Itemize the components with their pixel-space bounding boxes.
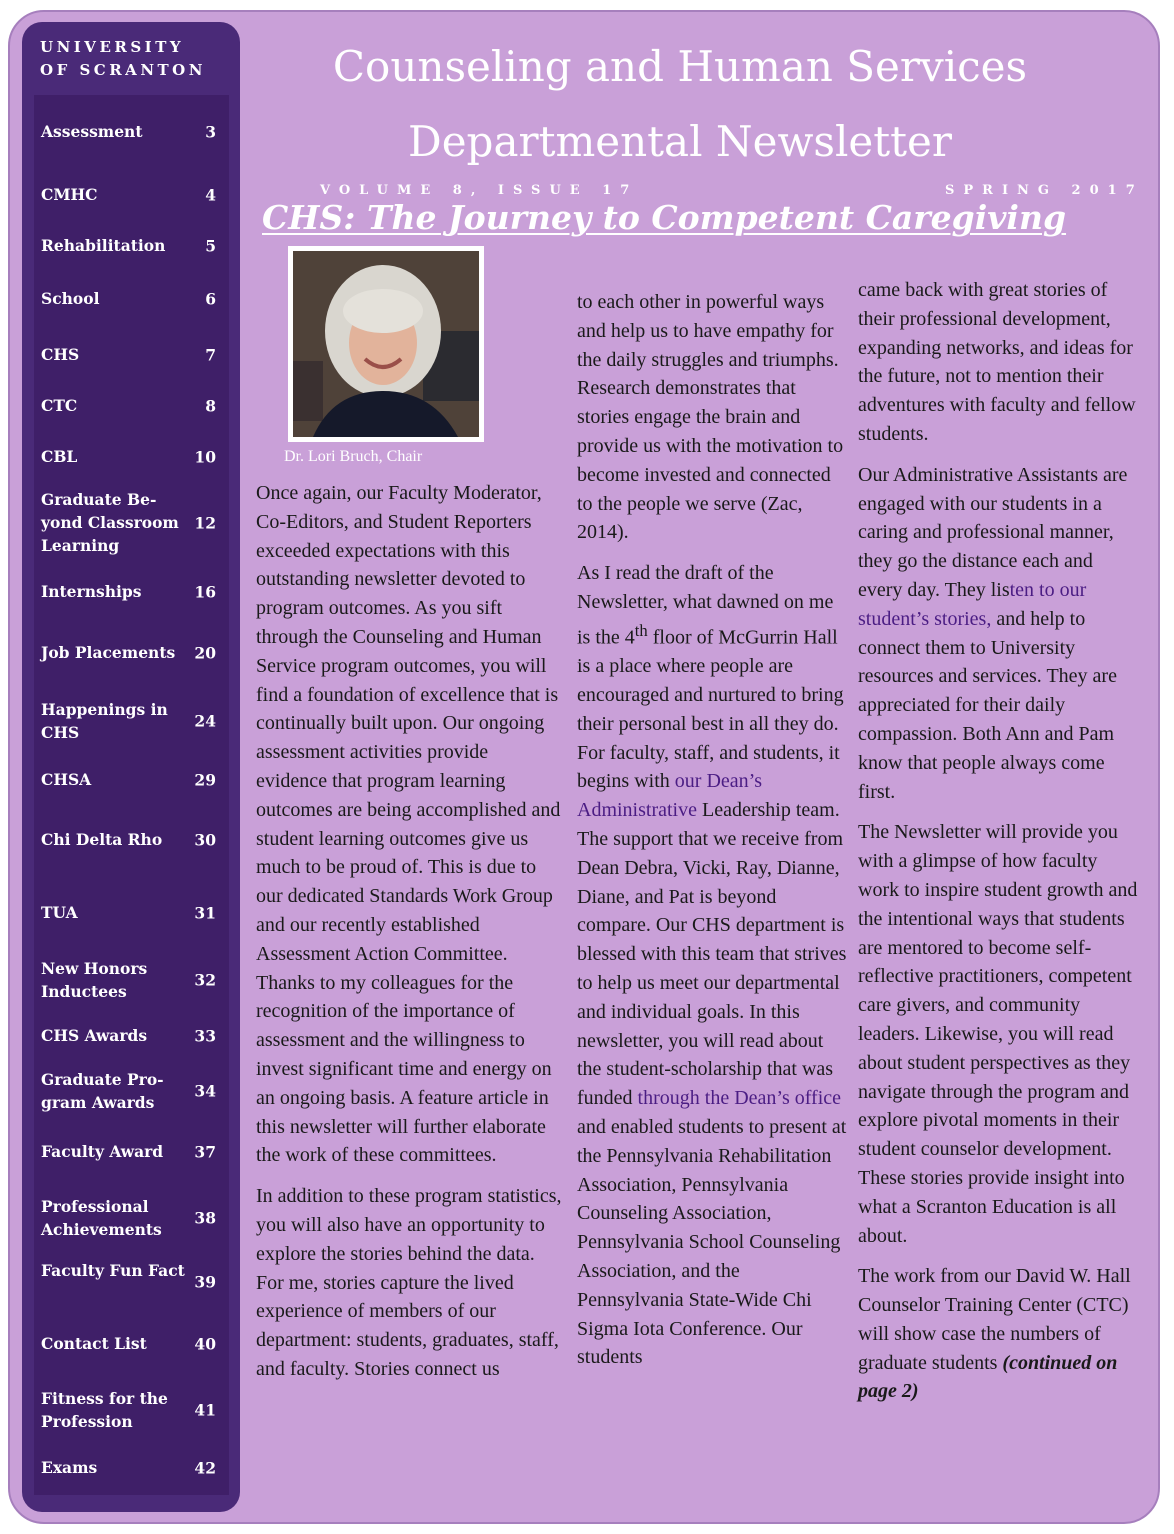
volume-issue: VOLUME 8, ISSUE 17 — [320, 183, 639, 198]
toc-item-chs-awards[interactable] — [41, 1024, 231, 1047]
org-line-1: UNIVERSITY — [40, 38, 185, 56]
toc-label: CBL — [41, 447, 78, 466]
toc-page: 10 — [194, 447, 216, 466]
toc-item-job-placements[interactable] — [41, 641, 231, 664]
toc-label: Graduate Be-yond Classroom Learning — [41, 490, 179, 555]
continued-link[interactable]: (continued on page 2) — [858, 1351, 1118, 1403]
text-run: The work from our David W. Hall Counselor Training Center (CTC) will show case the numbers of graduate students — [858, 1265, 1131, 1374]
toc-label: Internships — [41, 582, 142, 601]
toc-label: Graduate Pro-gram Awards — [41, 1070, 164, 1112]
article-column-1 — [256, 479, 564, 1396]
paragraph: In addition to these program statistics, you will also have an opportunity to explore the stories behind the data. For me, stories capture the lived experience of members of our department: students, graduates, staff, and faculty. Stories connect us — [256, 1185, 562, 1380]
toc-label: CMHC — [41, 185, 98, 204]
toc-item-chs[interactable] — [41, 343, 231, 366]
toc-item-graduate-beyond-classroom[interactable] — [41, 488, 231, 557]
chair-photo — [288, 246, 484, 442]
superscript: th — [634, 620, 648, 640]
toc-page: 8 — [205, 396, 216, 415]
toc-item-cbl[interactable] — [41, 445, 231, 468]
text-run: Our Administrative Assistants are engaged with our students in a caring and professional manner, they go the distance each and every day. They lis — [858, 463, 1128, 601]
toc-label: Rehabilitation — [41, 236, 166, 255]
toc-page: 24 — [194, 711, 216, 731]
newsletter-title-line-1: Counseling and Human Services — [332, 42, 1028, 91]
toc-page: 38 — [194, 1208, 216, 1228]
season: SPRING 2017 — [945, 183, 1144, 198]
org-line-2: OF SCRANTON — [40, 61, 206, 79]
paragraph: came back with great stories of their professional development, expanding networks, and ideas for the future, not to mention their adventures with faculty and fellow students. — [858, 279, 1136, 445]
toc-item-exams[interactable] — [41, 1456, 231, 1479]
paragraph — [577, 559, 847, 1372]
toc-label: Happenings in CHS — [41, 700, 168, 742]
toc-page: 6 — [205, 289, 216, 308]
paragraph: Once again, our Faculty Moderator, Co-Editors, and Student Reporters exceeded expectations with this outstanding newsletter devoted to program outcomes. As you sift through the Counseling and Human Service program outcomes, you will find a foundation of excellence that is continually built upon. Our ongoing assessment activities provide evidence that program learning outcomes are being accomplished and student learning outcomes give us much to be proud of. This is due to our dedicated Standards Work Group and our recently established Assessment Action Committee. Thanks to my colleagues for the recognition of the importance of assessment and the willingness to invest significant time and energy on an ongoing basis. A feature article in this newsletter will further elaborate the work of these committees. — [256, 482, 561, 1167]
toc-label: Fitness for the Profession — [41, 1389, 168, 1431]
text-run: As I read the draft of the Newsletter, what dawned on me is the 4 — [577, 562, 834, 649]
toc-label: CTC — [41, 396, 78, 415]
toc-page: 34 — [194, 1081, 216, 1101]
toc-page: 39 — [194, 1272, 216, 1292]
toc-page: 4 — [205, 185, 216, 204]
text-run: and enabled students to present at the Pennsylvania Rehabilitation Association, Pennsylvania Counseling Association, Pennsylvania School Counseling Association, and the Pennsylvania State-Wide Chi Sigma Iota Conference. Our students — [577, 1115, 847, 1369]
toc-item-cmhc[interactable] — [41, 183, 231, 206]
toc-label: Assessment — [41, 122, 143, 141]
toc-label: TUA — [41, 903, 78, 922]
toc-label: Contact List — [41, 1334, 147, 1353]
toc-label: CHSA — [41, 770, 92, 789]
text-run: Leadership team. The support that we receive from Dean Debra, Vicki, Ray, Dianne, Diane, and Pat is beyond compare. Our CHS department is blessed with this team that strives to help us meet our departmental and individual goals. In this newsletter, you will read about the student-scholarship that was funded — [577, 799, 847, 1110]
toc-page: 37 — [194, 1142, 216, 1161]
toc-page: 12 — [194, 513, 216, 532]
toc-page: 16 — [194, 582, 216, 601]
toc-label: CHS — [41, 345, 80, 364]
toc-page: 7 — [205, 345, 216, 364]
toc-item-happenings[interactable] — [41, 698, 231, 744]
toc-page: 31 — [194, 903, 216, 922]
toc-item-school[interactable] — [41, 287, 231, 310]
toc-item-chsa[interactable] — [41, 768, 231, 791]
toc-item-professional-achievements[interactable] — [41, 1195, 231, 1241]
toc-item-contact-list[interactable] — [41, 1332, 231, 1355]
toc-item-fitness[interactable] — [41, 1387, 231, 1433]
toc-label: Professional Achievements — [41, 1197, 162, 1239]
newsletter-title-line-2: Departmental Newsletter — [408, 117, 952, 166]
article-headline: CHS: The Journey to Competent Caregiving — [262, 198, 1067, 237]
toc-page: 40 — [194, 1334, 216, 1353]
toc-page: 33 — [194, 1026, 216, 1045]
article-column-3 — [858, 276, 1142, 1418]
toc-label: Faculty Award — [41, 1142, 164, 1161]
highlighted-text: through the Dean’s office — [637, 1087, 842, 1110]
toc-item-internships[interactable] — [41, 580, 231, 603]
toc-item-chi-delta-rho[interactable] — [41, 828, 231, 851]
toc-page: 3 — [205, 122, 216, 141]
text-run: floor of McGurrin Hall is a place where people are encouraged and nurtured to bring their personal best in all they do. For faculty, staff, and students, it begins with — [577, 626, 844, 793]
toc-item-ctc[interactable] — [41, 394, 231, 417]
university-logo — [40, 36, 206, 82]
toc-page: 29 — [194, 770, 216, 789]
toc-item-new-honors[interactable] — [41, 957, 231, 1003]
toc-item-tua[interactable] — [41, 901, 231, 924]
article-column-2 — [577, 288, 847, 1384]
toc-label: Faculty Fun Fact — [41, 1261, 185, 1280]
toc-label: CHS Awards — [41, 1026, 148, 1045]
toc-label: Job Placements — [41, 643, 176, 662]
paragraph — [858, 1262, 1142, 1406]
toc-page: 42 — [194, 1458, 216, 1477]
toc-page: 5 — [205, 236, 216, 255]
highlighted-text: our Dean’s Administrative — [577, 770, 762, 822]
toc-label: School — [41, 289, 100, 308]
paragraph — [858, 461, 1142, 807]
toc-page: 32 — [194, 970, 216, 990]
paragraph: to each other in powerful ways and help us to have empathy for the daily struggles and triumphs. Research demonstrates that stories engage the brain and provide us with the motivation to become invested and connected to the people we serve (Zac, 2014). — [577, 291, 844, 544]
toc-label: New Honors Inductees — [41, 959, 148, 1001]
toc-item-faculty-award[interactable] — [41, 1140, 231, 1163]
highlighted-text: ten to our student’s stories, — [858, 578, 1087, 630]
toc-label: Exams — [41, 1458, 98, 1477]
toc-item-assessment[interactable] — [41, 120, 231, 143]
toc-page: 30 — [194, 830, 216, 849]
toc-label: Chi Delta Rho — [41, 830, 163, 849]
photo-caption: Dr. Lori Bruch, Chair — [284, 448, 423, 465]
toc-page: 20 — [194, 643, 216, 662]
portrait-image — [293, 251, 479, 437]
toc-page: 41 — [194, 1400, 216, 1420]
toc-item-graduate-program-awards[interactable] — [41, 1068, 231, 1114]
toc-item-faculty-fun-fact[interactable] — [41, 1259, 231, 1305]
toc-item-rehabilitation[interactable] — [41, 234, 231, 257]
paragraph: The Newsletter will provide you with a glimpse of how faculty work to inspire student growth and the intentional ways that students are mentored to become self-reflective practitioners, competent care givers, and community leaders. Likewise, you will read about student perspectives as they navigate through the program and explore pivotal moments in their student counselor development. These stories provide insight into what a Scranton Education is all about. — [858, 821, 1138, 1247]
text-run: and help to connect them to University resources and services. They are appreciated for their daily compassion. Both Ann and Pam know that people always come first. — [858, 607, 1117, 803]
